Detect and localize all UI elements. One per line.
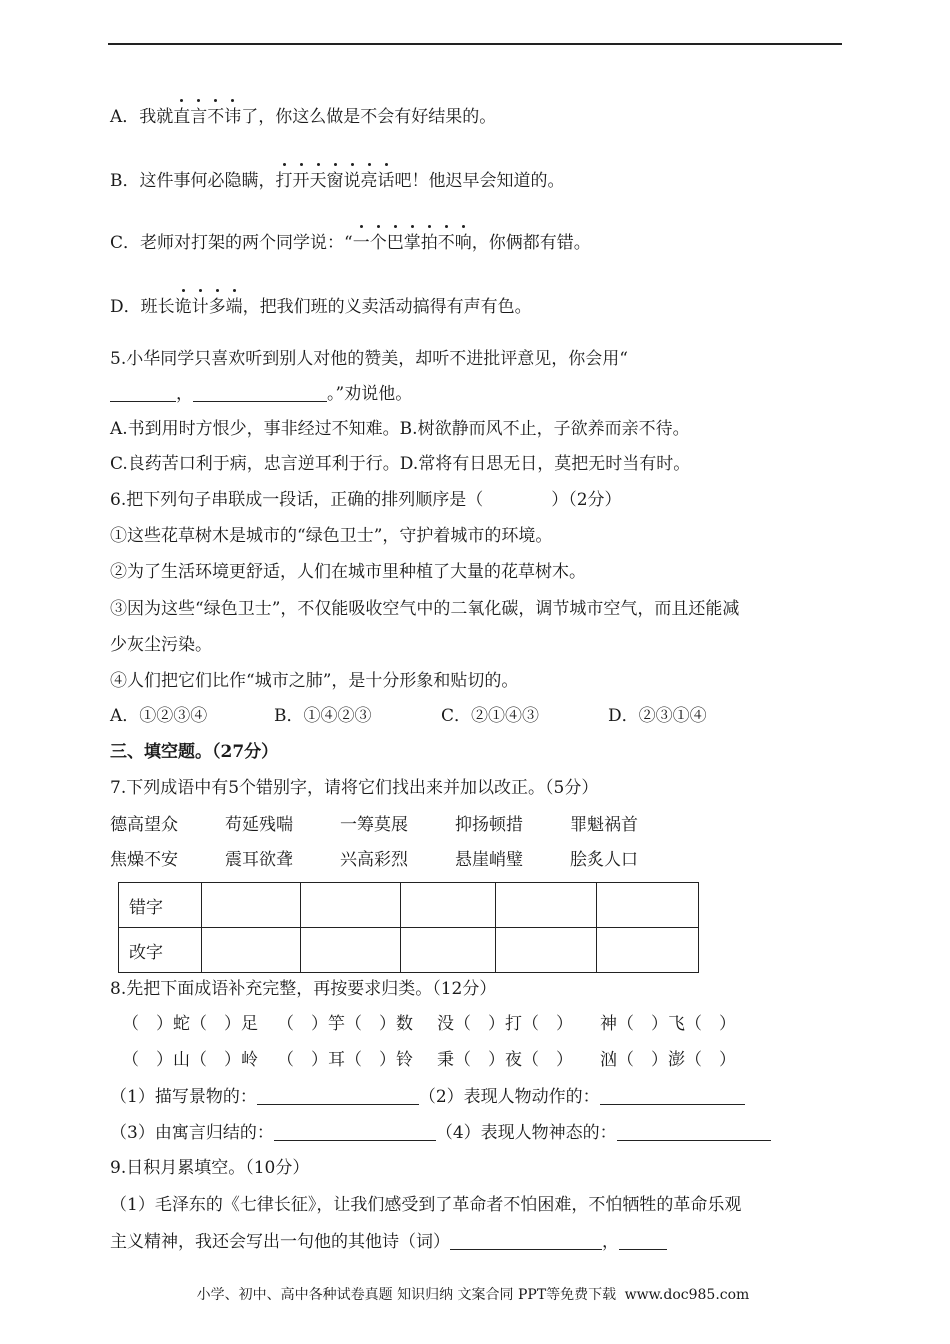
q6-option-c: C．②①④③ (441, 706, 540, 726)
option-text: 了，你这么做是不会有好结果的。 (241, 107, 497, 127)
emphasized-char: 端 (225, 297, 243, 317)
option-text: ，把我们班的义卖活动搞得有声有色。 (242, 297, 532, 317)
section-3-title: 三、填空题。（27分） (110, 742, 279, 762)
wrong-char-cell[interactable] (496, 883, 597, 928)
q8-item: 神（ ）飞（ ） (600, 1014, 736, 1034)
q7-idiom: 脍炙人口 (570, 850, 638, 870)
option-text: C．老师对打架的两个同学说：“ (110, 233, 353, 253)
q8-blank-3[interactable] (274, 1123, 436, 1141)
q9-part1-line1: （1）毛泽东的《七律长征》，让我们感受到了革命者不怕困难，不怕牺牲的革命乐观 (110, 1195, 742, 1215)
q8-blank-1[interactable] (257, 1087, 419, 1105)
q4-option-c (110, 232, 591, 254)
q7-idiom: 德高望众 (110, 815, 178, 835)
q9-blank-2[interactable] (619, 1232, 667, 1250)
q8-item: 秉（ ）夜（ ） (437, 1050, 573, 1070)
q7-idiom: 抑扬顿措 (455, 815, 523, 835)
q9-blank-1[interactable] (450, 1232, 602, 1250)
option-text: A．我就 (110, 107, 174, 127)
q9-stem: 9.日积月累填空。（10分） (110, 1158, 310, 1178)
wrong-char-cell[interactable] (202, 883, 301, 928)
q7-idiom: 苟延残喘 (225, 815, 293, 835)
q6-sentence-3a: ③因为这些“绿色卫士”，不仅能吸收空气中的二氧化碳，调节城市空气，而且还能减 (110, 599, 740, 619)
emphasized-char: 不 (207, 107, 225, 127)
q4-option-d (110, 296, 532, 318)
q6-option-a: A．①②③④ (110, 706, 208, 726)
q8-row-2 (122, 1049, 736, 1071)
emphasized-char: 个 (369, 233, 387, 253)
q5-sep: ， (176, 384, 193, 404)
q8-item: （ ）蛇（ ）足 (122, 1014, 258, 1034)
q5-blank-1[interactable] (110, 384, 176, 402)
emphasized-char: 计 (191, 297, 209, 317)
wrong-char-cell[interactable] (597, 883, 699, 928)
emphasized-char: 话 (377, 171, 395, 191)
option-text: ，你俩都有错。 (471, 233, 591, 253)
q9-sep: ， (602, 1232, 619, 1252)
q6-options (110, 705, 707, 727)
header-rule (108, 43, 842, 45)
q8-categories-1 (110, 1086, 745, 1108)
emphasized-char: 响 (454, 233, 472, 253)
q6-sentence-1: ①这些花草树木是城市的“绿色卫士”，守护着城市的环境。 (110, 526, 553, 546)
q8-cat-1: （1）描写景物的： (110, 1087, 257, 1107)
emphasized-char: 亮 (360, 171, 378, 191)
q8-cat-4: （4）表现人物神态的： (435, 1123, 617, 1143)
emphasized-char: 天 (309, 171, 327, 191)
q7-idiom: 悬崖峭璧 (455, 850, 523, 870)
q5-options-ab: A.书到用时方恨少，事非经过不知难。B.树欲静而风不止，子欲养而亲不待。 (110, 419, 690, 439)
correct-char-cell[interactable] (496, 928, 597, 973)
footer-site-link[interactable]: www.doc985.com (624, 1287, 750, 1303)
q9-part1-text: 主义精神，我还会写出一句他的其他诗（词） (110, 1232, 450, 1252)
q6-option-b: B．①④②③ (274, 706, 372, 726)
option-text: D．班长 (110, 297, 175, 317)
q7-idioms-row-1 (110, 814, 685, 836)
q6-sentence-4: ④人们把它们比作“城市之肺”，是十分形象和贴切的。 (110, 671, 519, 691)
emphasized-char: 多 (208, 297, 226, 317)
table-row (119, 928, 699, 973)
q9-part1-line2 (110, 1231, 667, 1253)
table-row (119, 883, 699, 928)
emphasized-char: 说 (343, 171, 361, 191)
q4-option-b (110, 170, 565, 192)
emphasized-char: 拍 (420, 233, 438, 253)
q8-item: （ ）山（ ）岭 (122, 1050, 258, 1070)
emphasized-char: 直 (173, 107, 191, 127)
q8-item: （ ）耳（ ）铃 (277, 1050, 413, 1070)
q7-idiom: 焦燥不安 (110, 850, 178, 870)
correct-char-cell[interactable] (597, 928, 699, 973)
q4-option-a (110, 106, 496, 128)
emphasized-char: 巴 (386, 233, 404, 253)
option-text: B．这件事何必隐瞒， (110, 171, 276, 191)
emphasized-char: 开 (292, 171, 310, 191)
emphasized-char: 掌 (403, 233, 421, 253)
q7-idioms-row-2 (110, 849, 685, 871)
emphasized-char: 讳 (224, 107, 242, 127)
emphasized-char: 窗 (326, 171, 344, 191)
option-text: 吧！他迟早会知道的。 (394, 171, 565, 191)
q8-item: （ ）竽（ ）数 (277, 1014, 413, 1034)
page-footer (0, 1284, 950, 1304)
q5-stem: 5.小华同学只喜欢听到别人对他的赞美，却听不进批评意见，你会用“ (110, 349, 628, 369)
emphasized-char: 言 (190, 107, 208, 127)
footer-ad-text: 小学、初中、高中各种试卷真题 知识归纳 文案合同 PPT等免费下载 (196, 1287, 617, 1303)
q8-blank-2[interactable] (600, 1087, 745, 1105)
q8-categories-2 (110, 1122, 771, 1144)
emphasized-char: 一 (352, 233, 370, 253)
wrong-char-cell[interactable] (401, 883, 496, 928)
q8-row-1 (122, 1013, 736, 1035)
correct-char-cell[interactable] (202, 928, 301, 973)
q8-stem: 8.先把下面成语补充完整，再按要求归类。（12分） (110, 979, 497, 999)
emphasized-char: 打 (275, 171, 293, 191)
q7-correction-table (118, 882, 699, 973)
q6-option-d: D．②③①④ (608, 706, 707, 726)
wrong-char-cell[interactable] (301, 883, 401, 928)
q5-end: 。”劝说他。 (327, 384, 413, 404)
q7-idiom: 震耳欲聋 (225, 850, 293, 870)
q6-sentence-2: ②为了生活环境更舒适，人们在城市里种植了大量的花草树木。 (110, 562, 586, 582)
q7-stem: 7.下列成语中有5个错别字，请将它们找出来并加以改正。（5分） (110, 778, 599, 798)
q5-options-cd: C.良药苦口利于病，忠言逆耳利于行。D.常将有日思无日，莫把无时当有时。 (110, 454, 691, 474)
wrong-char-label: 错字 (119, 883, 202, 928)
q6-stem: 6.把下列句子串联成一段话，正确的排列顺序是（ ）（2分） (110, 490, 622, 510)
q8-blank-4[interactable] (617, 1123, 771, 1141)
q8-cat-3: （3）由寓言归结的： (110, 1123, 274, 1143)
correct-char-label: 改字 (119, 928, 202, 973)
q8-item: 汹（ ）澎（ ） (600, 1050, 736, 1070)
q8-item: 没（ ）打（ ） (437, 1014, 573, 1034)
emphasized-char: 诡 (174, 297, 192, 317)
q7-idiom: 兴高彩烈 (340, 850, 408, 870)
q5-blank-2[interactable] (193, 384, 327, 402)
q7-idiom: 一筹莫展 (340, 815, 408, 835)
correct-char-cell[interactable] (401, 928, 496, 973)
q8-cat-2: （2）表现人物动作的： (418, 1087, 600, 1107)
emphasized-char: 不 (437, 233, 455, 253)
q5-answer-line (110, 383, 412, 405)
q7-idiom: 罪魁祸首 (570, 815, 638, 835)
q6-sentence-3b: 少灰尘污染。 (110, 635, 212, 655)
correct-char-cell[interactable] (301, 928, 401, 973)
